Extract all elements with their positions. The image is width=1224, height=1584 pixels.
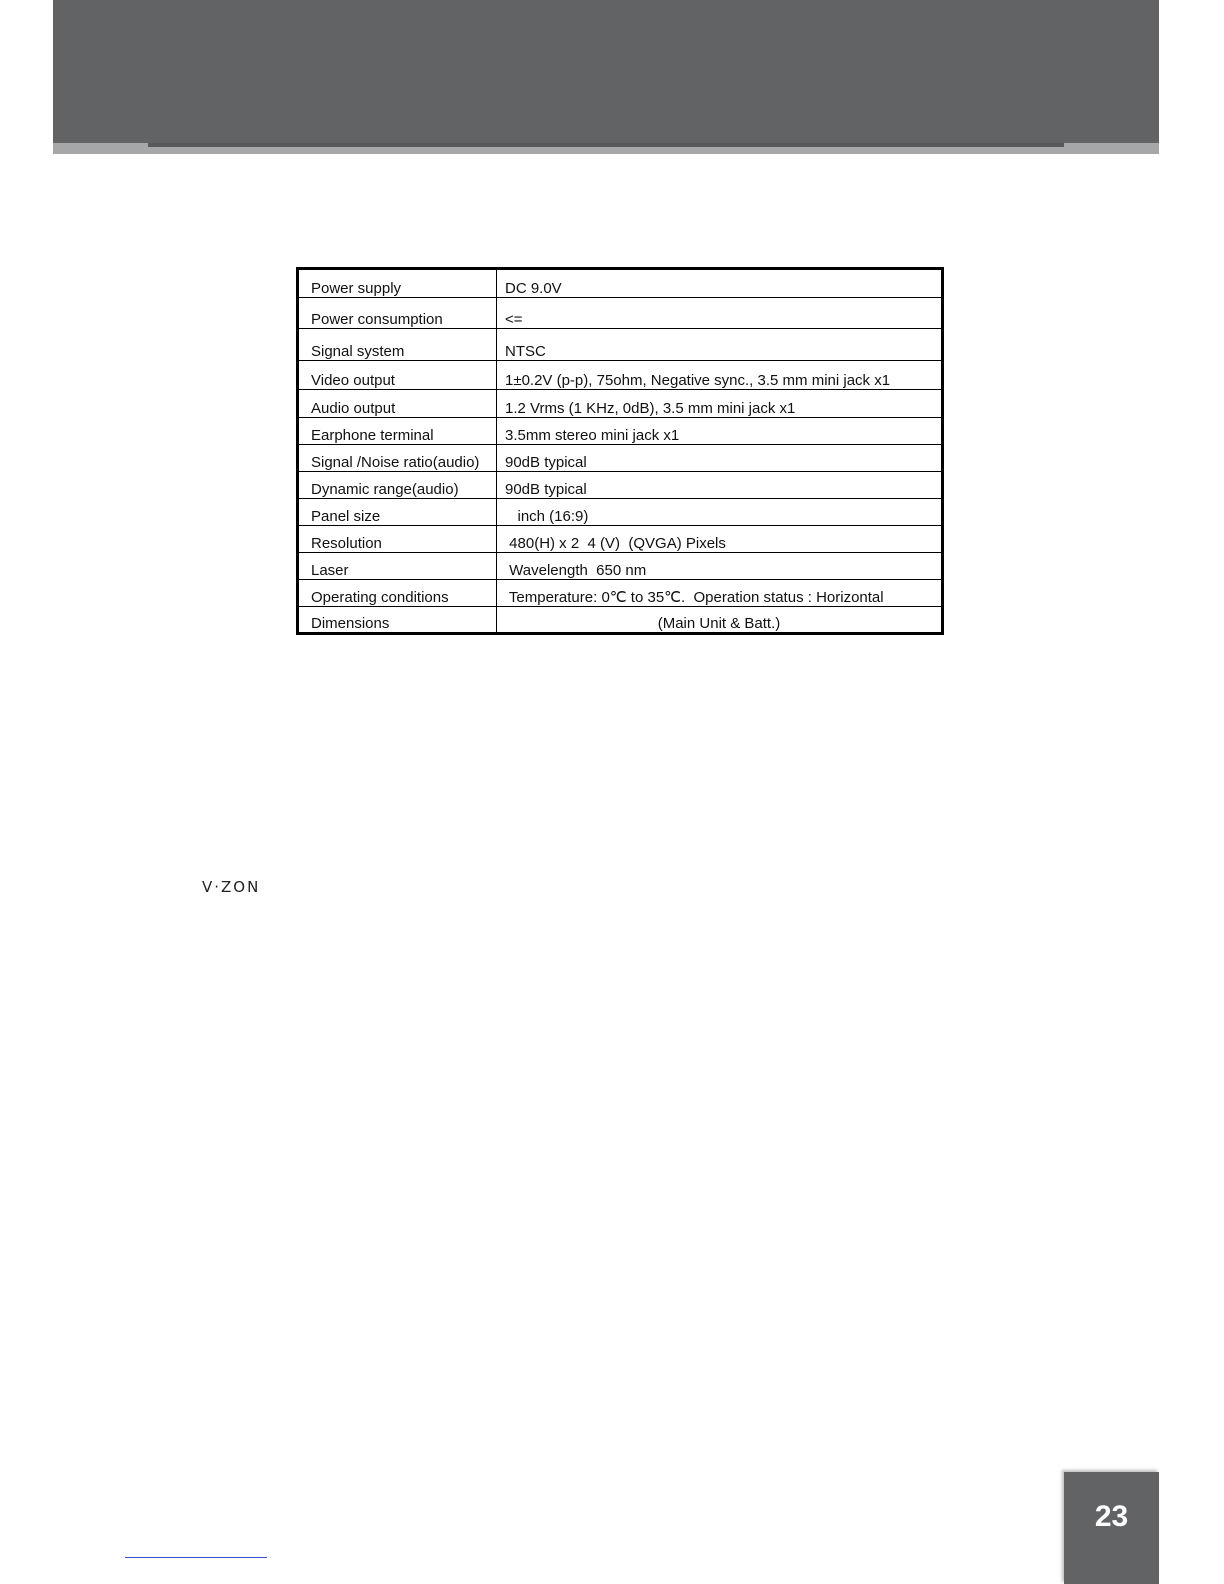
spec-value: (Main Unit & Batt.) — [497, 607, 943, 634]
spec-value: 480(H) x 2 4 (V) (QVGA) Pixels — [497, 526, 943, 553]
spec-row — [298, 445, 943, 472]
footer-link-underline[interactable] — [125, 1557, 267, 1558]
spec-row — [298, 269, 943, 298]
spec-value: Temperature: 0℃ to 35℃. Operation status : Horizontal — [497, 580, 943, 607]
spec-label: Laser — [298, 553, 497, 580]
spec-row — [298, 580, 943, 607]
spec-label: Panel size — [298, 499, 497, 526]
spec-label: Dimensions — [298, 607, 497, 634]
page-number: 23 — [1094, 1500, 1129, 1533]
spec-value: 3.5mm stereo mini jack x1 — [497, 418, 943, 445]
spec-row — [298, 472, 943, 499]
specifications-table — [296, 267, 944, 635]
spec-row — [298, 298, 943, 329]
spec-value: 1.2 Vrms (1 KHz, 0dB), 3.5 mm mini jack x1 — [497, 390, 943, 418]
spec-value: inch (16:9) — [497, 499, 943, 526]
spec-label: Signal /Noise ratio(audio) — [298, 445, 497, 472]
page-number-tab — [1064, 1472, 1159, 1584]
spec-row — [298, 390, 943, 418]
spec-row — [298, 499, 943, 526]
spec-label: Power consumption — [298, 298, 497, 329]
spec-row — [298, 361, 943, 390]
spec-label: Earphone terminal — [298, 418, 497, 445]
spec-row — [298, 329, 943, 361]
brand-logo: V·ZON — [202, 878, 261, 896]
spec-label: Power supply — [298, 269, 497, 298]
spec-value: Wavelength 650 nm — [497, 553, 943, 580]
spec-label: Audio output — [298, 390, 497, 418]
spec-value: NTSC — [497, 329, 943, 361]
spec-row — [298, 526, 943, 553]
spec-value: <= — [497, 298, 943, 329]
spec-label: Signal system — [298, 329, 497, 361]
spec-value: DC 9.0V — [497, 269, 943, 298]
spec-row — [298, 418, 943, 445]
spec-value: 1±0.2V (p-p), 75ohm, Negative sync., 3.5 mm mini jack x1 — [497, 361, 943, 390]
spec-label: Resolution — [298, 526, 497, 553]
spec-row — [298, 607, 943, 634]
header-band — [53, 0, 1159, 143]
spec-value: 90dB typical — [497, 472, 943, 499]
spec-row — [298, 553, 943, 580]
spec-label: Video output — [298, 361, 497, 390]
spec-value: 90dB typical — [497, 445, 943, 472]
header-underline-accent — [148, 143, 1064, 147]
spec-label: Operating conditions — [298, 580, 497, 607]
spec-label: Dynamic range(audio) — [298, 472, 497, 499]
